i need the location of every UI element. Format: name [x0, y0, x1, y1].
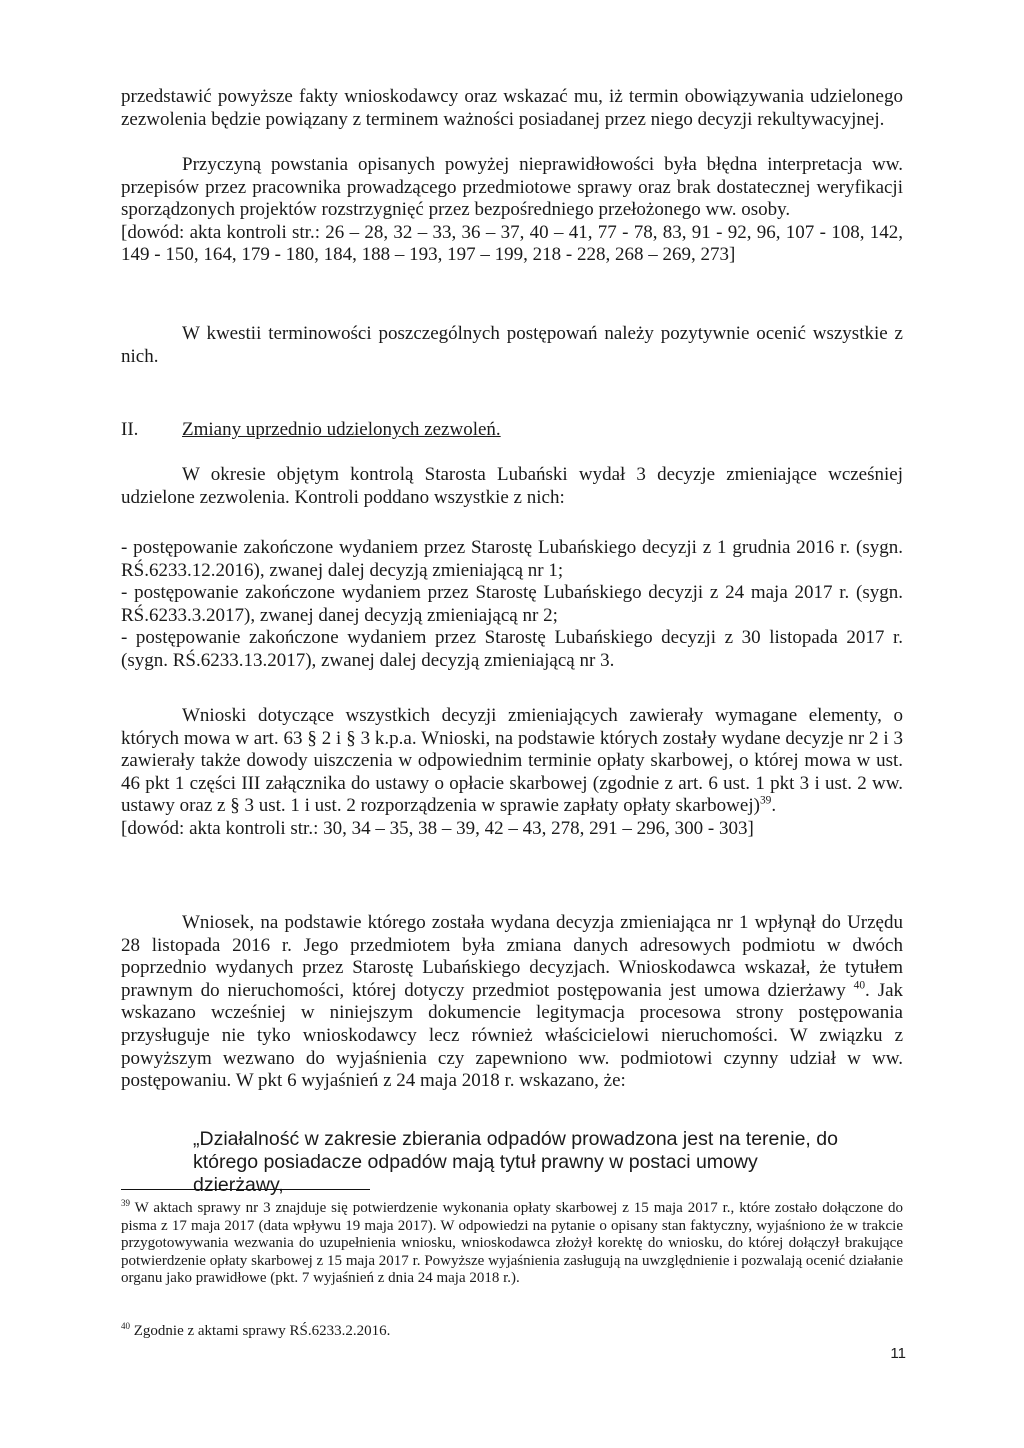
applications-paragraph: Wnioski dotyczące wszystkich decyzji zmieniających zawierały wymagane elementy, o których mowa w art. 63 § 2 i § 3 k.p.a. Wnioski, na podstawie których zostały wydane decyzje nr 2 i 3 zawierały także dowody uiszczenia w odpowiednim terminie opłaty skarbowej, o której mowa w ust. 46 pkt 1 części III załącznika do ustawy o opłacie skarbowej (zgodnie z art. 6 ust. 1 pkt 3 i ust. 2 ww. ustawy oraz z § 3 ust. 1 i ust. 2 rozporządzenia w sprawie zapłaty opłaty skarbowej)$^{39}$. [dowód: akta kontroli str.: 30, 34 – 35, 38 – 39, 42 – 43, 278, 291 – 296, 300 - 303]: [121, 705, 903, 839]
footnote-ref-39[interactable]: 39: [759, 795, 772, 808]
quote-text: „Działalność w zakresie zbierania odpadów prowadzona jest na terenie, do którego posiadacze odpadów mają tytuł prawny w postaci umowy dzierżawy,: [193, 1128, 838, 1196]
footnote-39: [121, 1200, 903, 1288]
request-paragraph: [121, 912, 903, 1093]
footnote-ref-40[interactable]: 40: [853, 979, 866, 992]
cause-evidence: [dowód: akta kontroli str.: 26 – 28, 32 – 33, 36 – 37, 40 – 41, 77 - 78, 83, 91 - 92, 96, 107 - 108, 142, 149 - 150, 164, 179 - 180, 184, 188 – 193, 197 – 199, 218 - 228, 268 – 269, 273]: [121, 221, 903, 266]
intro-text: W okresie objętym kontrolą Starosta Lubański wydał 3 decyzje zmieniające wcześniej udzielone zezwolenia. Kontroli poddano wszystkie z nich:: [121, 464, 903, 508]
footnote-text: W aktach sprawy nr 3 znajduje się potwierdzenie wykonania opłaty skarbowej z 15 maja 2017 r., które zostało dołączone do pisma z 17 maja 2017 (data wpływu 19 maja 2017). W odpowiedzi na pytanie o opisany stan faktyczny, wyjaśniono że w trakcie przygotowywania wezwania do uzupełnienia wniosku, wnioskodawca złożył korektę do wniosku, do której dołączył brakujące potwierdzenie opłaty skarbowej z 15 maja 2017 r. Powyższe wyjaśnienia zasługują na uwzględnienie i pozwalają ocenić działanie organu jako prawidłowe (pkt. 7 wyjaśnień z dnia 24 maja 2018 r.).: [121, 1200, 903, 1287]
page-number: 11: [890, 1345, 906, 1362]
section-number: II.: [121, 419, 139, 440]
list-item: - postępowanie zakończone wydaniem przez Starostę Lubańskiego decyzji z 24 maja 2017 r. (sygn. RŚ.6233.3.2017), zwanej danej decyzją zmieniającą nr 2;: [121, 582, 903, 626]
footnote-text: Zgodnie z aktami sprawy RŚ.6233.2.2016.: [133, 1323, 391, 1339]
section-title: Zmiany uprzednio udzielonych zezwoleń.: [182, 419, 501, 440]
timeliness-paragraph: [121, 323, 903, 368]
footnote-number: 40: [121, 1321, 130, 1331]
applications-evidence: [dowód: akta kontroli str.: 30, 34 – 35, 38 – 39, 42 – 43, 278, 291 – 296, 300 - 303]: [121, 817, 754, 839]
intro-paragraph: [121, 464, 903, 509]
applications-text: Wnioski dotyczące wszystkich decyzji zmieniających zawierały wymagane elementy, o których mowa w art. 63 § 2 i § 3 k.p.a. Wnioski, na podstawie których zostały wydane decyzje nr 2 i 3 zawierały także dowody uiszczenia w odpowiednim terminie opłaty skarbowej, o której mowa w ust. 46 pkt 1 części III załącznika do ustawy o opłacie skarbowej (zgodnie z art. 6 ust. 1 pkt 3 i ust. 2 ww. ustawy oraz z § 3 ust. 1 i ust. 2 rozporządzenia w sprawie zapłaty opłaty skarbowej): [121, 705, 903, 817]
request-text-continued: . Jak wskazano wcześniej w niniejszym dokumencie legitymacja procesowa strony postępowania przysługuje nie tyko wnioskodawcy lecz również właścicielowi nieruchomości. W związku z powyższym wezwano do wyjaśnienia czy zapewniono ww. podmiotowi czynny udział w ww. postępowaniu. W pkt 6 wyjaśnień z 24 maja 2018 r. wskazano, że:: [121, 979, 904, 1092]
continuation-text: przedstawić powyższe fakty wnioskodawcy oraz wskazać mu, iż termin obowiązywania udzielonego zezwolenia będzie powiązany z terminem ważności posiadanej przez niego decyzji rekultywacyjnej.: [121, 86, 903, 130]
timeliness-text: W kwestii terminowości poszczególnych postępowań należy pozytywnie ocenić wszystkie z nich.: [121, 323, 903, 367]
continuation-paragraph: [121, 86, 903, 131]
footnote-number: 39: [121, 1198, 130, 1208]
footnote-40: [121, 1323, 903, 1341]
footnote-separator: [121, 1189, 370, 1190]
request-text: Wniosek, na podstawie którego została wydana decyzja zmieniająca nr 1 wpłynął do Urzędu 28 listopada 2016 r. Jego przedmiotem była zmiana danych adresowych podmiotu w dwóch poprzednio wydanych przez Starostę Lubańskiego decyzjach. Wnioskodawca wskazał, że tytułem prawnym do nieruchomości, której dotyczy przedmiot postępowania jest umowa dzierżawy: [121, 912, 903, 1001]
cause-text: Przyczyną powstania opisanych powyżej nieprawidłowości była błędna interpretacja ww. przepisów przez pracownika prowadzącego przedmiotowe sprawy oraz brak dostatecznej weryfikacji sporządzonych projektów rozstrzygnięć przez bezpośredniego przełożonego ww. osoby.: [121, 154, 903, 221]
list-item: - postępowanie zakończone wydaniem przez Starostę Lubańskiego decyzji z 1 grudnia 2016 r. (sygn. RŚ.6233.12.2016), zwanej dalej decyzją zmieniającą nr 1;: [121, 537, 903, 581]
list-item: - postępowanie zakończone wydaniem przez Starostę Lubańskiego decyzji z 30 listopada 2017 r. (sygn. RŚ.6233.13.2017), zwanej dalej decyzją zmieniającą nr 3.: [121, 627, 903, 671]
section-heading: [121, 419, 501, 442]
quote-block: [193, 1128, 853, 1197]
cause-paragraph: [121, 154, 903, 267]
